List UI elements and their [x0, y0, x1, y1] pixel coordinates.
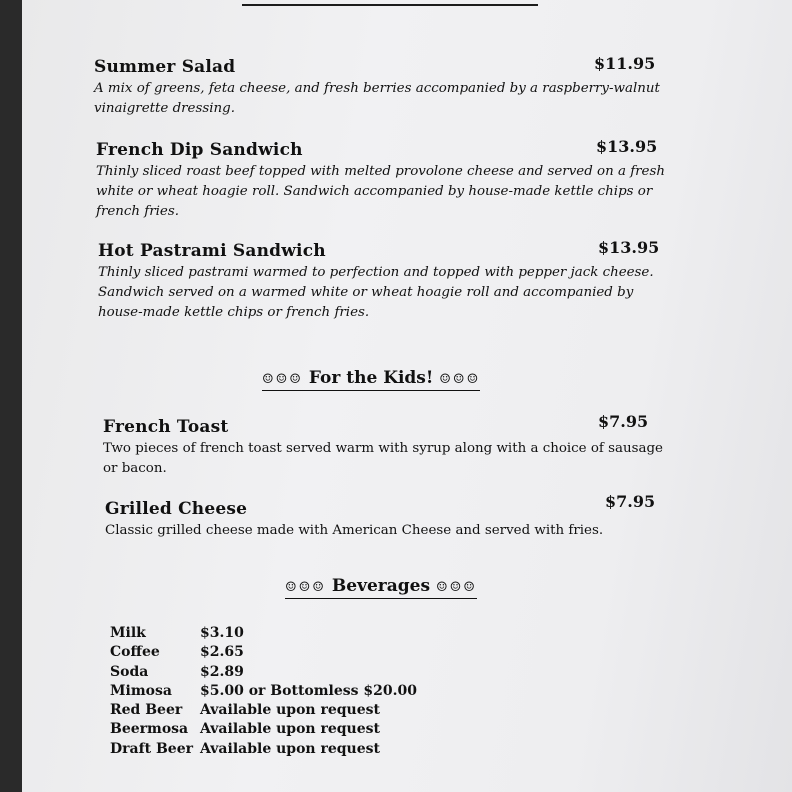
item-name: French Toast — [103, 417, 229, 437]
beverage-row — [110, 624, 417, 643]
beverage-price: $2.65 — [200, 644, 244, 661]
smiley-icons-left: ☺☺☺ — [262, 372, 303, 387]
beverage-row — [110, 720, 417, 739]
beverage-list — [110, 624, 417, 759]
item-description: Thinly sliced roast beef topped with melted provolone cheese and served on a fresh white or wheat hoagie roll. Sandwich accompanied by house-made kettle chips or french fries. — [96, 164, 665, 219]
beverages-section-title — [285, 576, 477, 599]
smiley-icons-left: ☺☺☺ — [285, 580, 326, 595]
smiley-icons-right: ☺☺☺ — [439, 372, 481, 387]
menu-page — [22, 0, 792, 792]
item-price: $7.95 — [598, 412, 649, 431]
beverage-row — [110, 643, 417, 662]
menu-item-hot-pastrami — [98, 238, 668, 323]
item-name: Hot Pastrami Sandwich — [98, 241, 326, 261]
beverages-section-heading: Beverages — [331, 576, 431, 596]
beverage-price: Available upon request — [200, 721, 380, 738]
beverage-price: Available upon request — [200, 740, 380, 757]
menu-item-french-dip — [96, 137, 666, 222]
beverage-row — [110, 682, 417, 701]
item-price: $13.95 — [598, 238, 660, 257]
beverage-name: Draft Beer — [110, 740, 193, 757]
item-price: $11.95 — [594, 54, 656, 73]
smiley-icons-right: ☺☺☺ — [435, 580, 477, 595]
beverage-row — [110, 701, 417, 720]
beverage-name: Red Beer — [110, 702, 183, 719]
item-name: Summer Salad — [94, 57, 236, 77]
item-name: French Dip Sandwich — [96, 140, 303, 160]
beverage-price: $3.10 — [200, 625, 244, 641]
item-description: Thinly sliced pastrami warmed to perfection and topped with pepper jack cheese. Sandwich served on a warmed white or wheat hoagie roll and accompanied by house-made kettle chips or french fries. — [98, 265, 654, 320]
beverage-name: Mimosa — [110, 682, 172, 699]
item-description: Two pieces of french toast served warm with syrup along with a choice of sausage or bacon. — [103, 441, 663, 476]
beverage-name: Milk — [110, 625, 146, 641]
item-description: Classic grilled cheese made with American Cheese and served with fries. — [105, 523, 604, 538]
beverage-row — [110, 740, 417, 759]
menu-item-grilled-cheese — [105, 492, 670, 541]
top-section-underline — [242, 0, 538, 6]
menu-item-french-toast — [103, 412, 668, 479]
beverage-price: Available upon request — [200, 702, 380, 719]
item-price: $13.95 — [596, 137, 658, 156]
kids-section-heading: For the Kids! — [308, 368, 434, 388]
beverage-price: $5.00 or Bottomless $20.00 — [200, 682, 417, 699]
item-name: Grilled Cheese — [105, 499, 248, 519]
kids-section-title — [262, 368, 480, 391]
item-price: $7.95 — [605, 492, 656, 511]
menu-item-summer-salad — [94, 54, 664, 119]
beverage-name: Beermosa — [110, 721, 189, 738]
beverage-price: $2.89 — [200, 663, 244, 680]
item-description: A mix of greens, feta cheese, and fresh berries accompanied by a raspberry-walnut vinaigrette dressing. — [94, 81, 660, 116]
beverage-name: Soda — [110, 663, 149, 680]
beverage-name: Coffee — [110, 644, 160, 661]
beverage-row — [110, 663, 417, 682]
